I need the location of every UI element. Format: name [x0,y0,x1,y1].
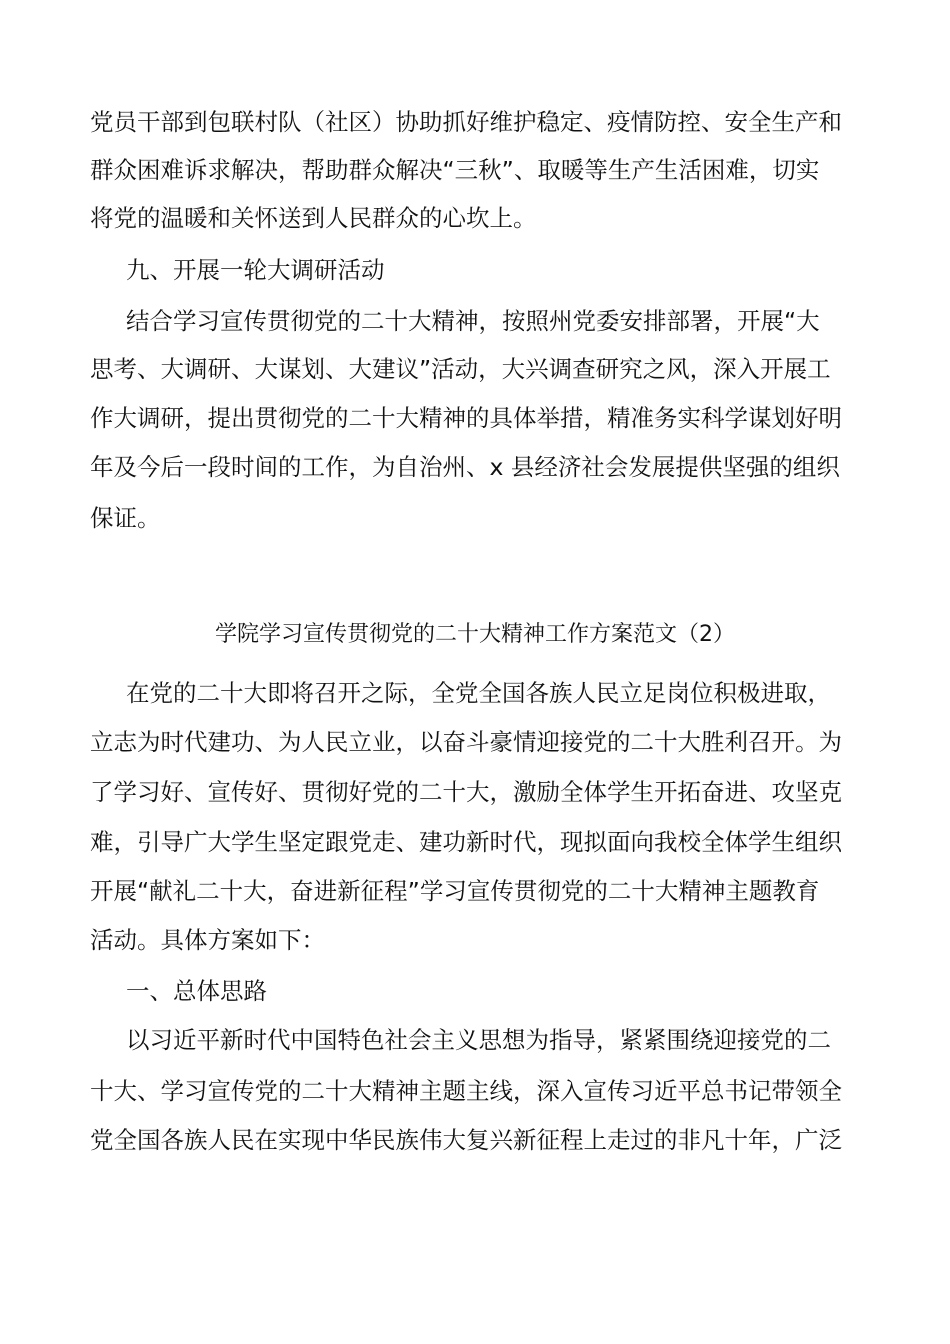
document-title: 学院学习宣传贯彻党的二十大精神工作方案范文（2） [215,622,735,647]
section-heading: 九、开展一轮大调研活动 [126,256,385,284]
paragraph-line: 保证。 [90,504,161,532]
paragraph-line: 难，引导广大学生坚定跟党走、建功新时代，现拟面向我校全体学生组织 [90,828,842,856]
section-heading: 一、总体思路 [126,977,267,1005]
paragraph-line: 党员干部到包联村队（社区）协助抓好维护稳定、疫情防控、安全生产和 [90,108,842,136]
paragraph-line: 开展“献礼二十大，奋进新征程”学习宣传贯彻党的二十大精神主题教育 [90,877,820,905]
paragraph-line: 群众困难诉求解决，帮助群众解决“三秋”、取暖等生产生活困难，切实 [90,156,820,184]
paragraph-line: 党全国各族人民在实现中华民族伟大复兴新征程上走过的非凡十年，广泛 [90,1126,842,1154]
paragraph-line: 在党的二十大即将召开之际，全党全国各族人民立足岗位积极进取， [126,679,831,707]
paragraph-line: 以习近平新时代中国特色社会主义思想为指导，紧紧围绕迎接党的二 [126,1026,831,1054]
paragraph-line: 立志为时代建功、为人民立业，以奋斗豪情迎接党的二十大胜利召开。为 [90,728,842,756]
paragraph-line: 年及今后一段时间的工作，为自治州、x 县经济社会发展提供坚强的组织 [90,453,840,481]
paragraph-line: 结合学习宣传贯彻党的二十大精神，按照州党委安排部署，开展“大 [126,307,820,335]
paragraph-line: 活动。具体方案如下： [90,926,325,954]
paragraph-line: 将党的温暖和关怀送到人民群众的心坎上。 [90,204,537,232]
paragraph-line: 思考、大调研、大谋划、大建议”活动，大兴调查研究之风，深入开展工 [90,355,831,383]
paragraph-line: 十大、学习宣传党的二十大精神主题主线，深入宣传习近平总书记带领全 [90,1077,842,1105]
paragraph-line: 作大调研，提出贯彻党的二十大精神的具体举措，精准务实科学谋划好明 [90,404,842,432]
paragraph-line: 了学习好、宣传好、贯彻好党的二十大，激励全体学生开拓奋进、攻坚克 [90,778,842,806]
